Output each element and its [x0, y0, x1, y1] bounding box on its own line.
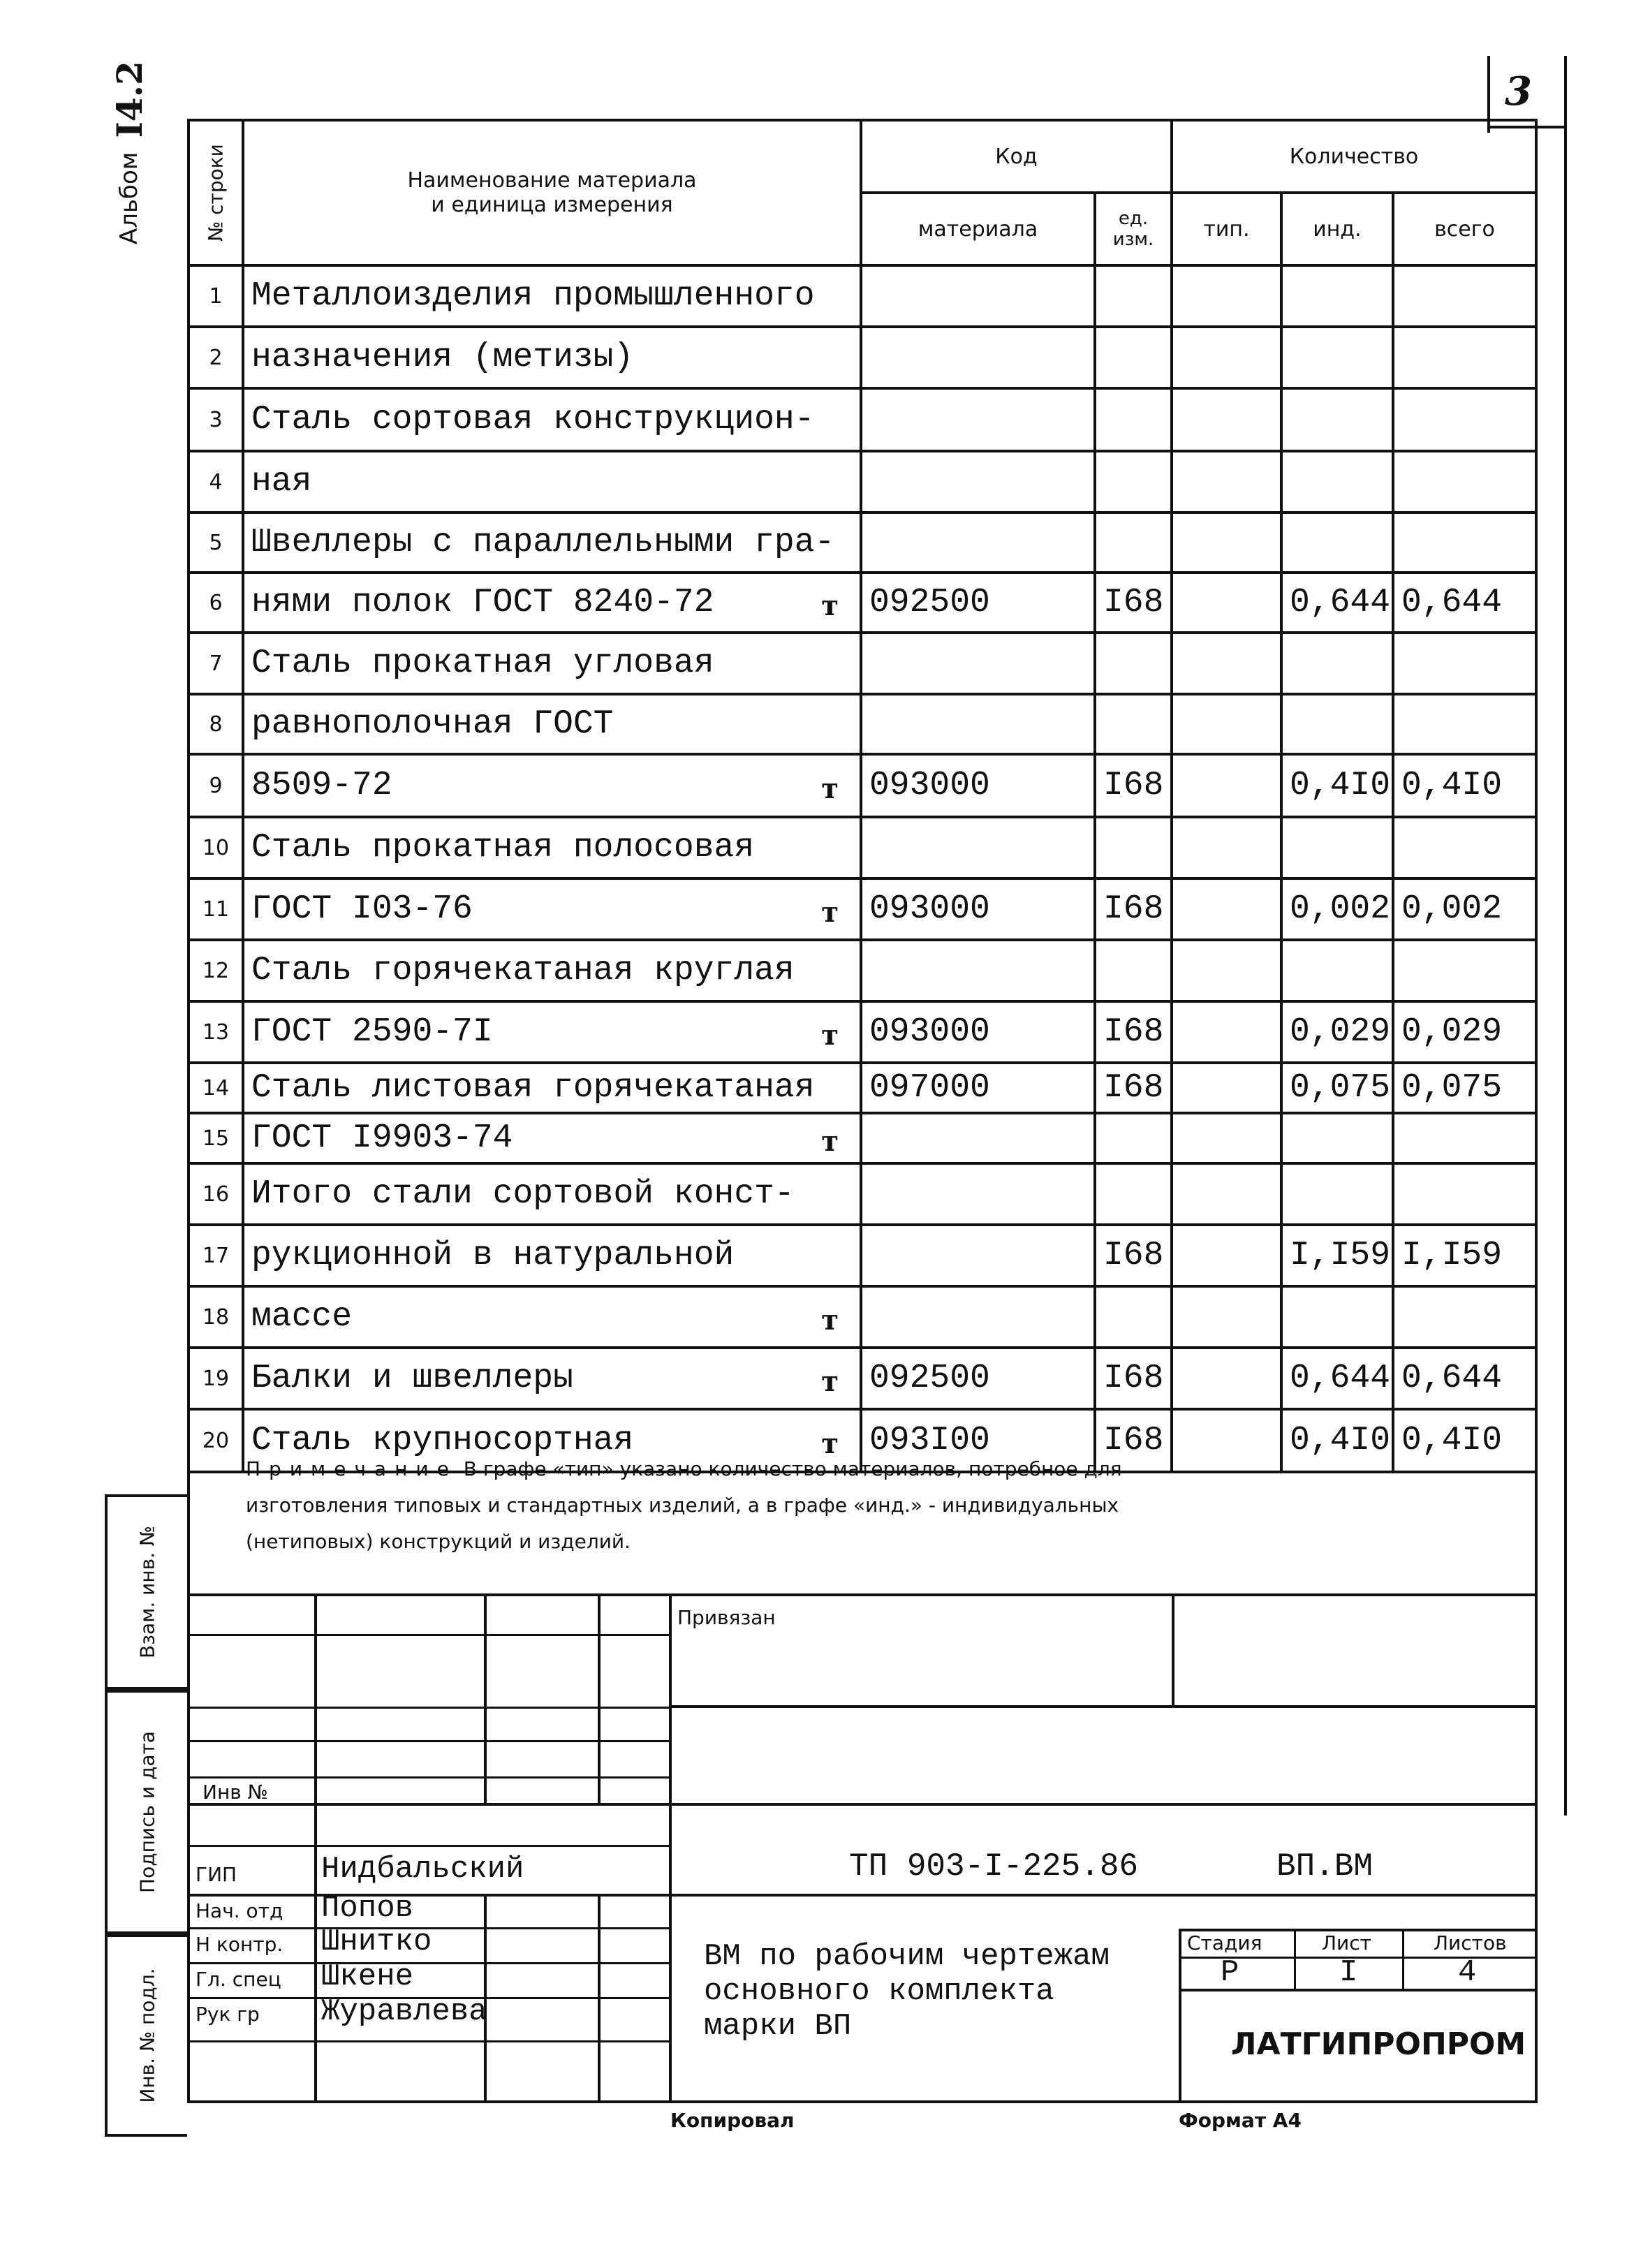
footer-format: Формат А4 [1179, 2109, 1302, 2132]
table-row [189, 754, 1536, 817]
tb-grid-h2 [187, 1707, 669, 1709]
unit-of-measure: т [821, 896, 839, 929]
tb-stage-v2 [1402, 1929, 1404, 1990]
row-number: 20 [189, 1409, 243, 1472]
qty-total: 0,644 [1393, 573, 1536, 633]
qty-typ [1172, 1286, 1281, 1348]
tb-left-line [187, 1454, 190, 2103]
unit-code [1095, 327, 1172, 388]
role-name: Шкене [321, 1959, 414, 1994]
material-code [861, 633, 1095, 694]
row-number: 18 [189, 1286, 243, 1348]
table-row [189, 1225, 1536, 1286]
unit-of-measure: т [821, 1125, 839, 1158]
unit-code [1095, 1286, 1172, 1348]
table-row [189, 817, 1536, 878]
side-inv-podl: Инв. № подл. [105, 1934, 187, 2137]
unit-code [1095, 817, 1172, 878]
material-name: ГОСТ I03-76 т [243, 878, 861, 940]
row-number: 16 [189, 1163, 243, 1225]
tb-bottom-line [187, 2100, 1538, 2103]
qty-typ [1172, 1001, 1281, 1063]
qty-total [1393, 1286, 1536, 1348]
table-row [189, 327, 1536, 388]
tb-stage-v1 [1294, 1929, 1296, 1990]
doc-code: ТП 903-I-225.86 [849, 1848, 1139, 1885]
unit-code: I68 [1095, 1063, 1172, 1113]
side-vzam-inv: Взам. инв. № [105, 1494, 187, 1690]
material-name: массе т [243, 1286, 861, 1348]
qty-typ [1172, 451, 1281, 513]
qty-ind [1281, 513, 1393, 573]
unit-code: I68 [1095, 878, 1172, 940]
sheets-value: 4 [1458, 1955, 1477, 1990]
qty-total: 0,002 [1393, 878, 1536, 940]
header-material-name: Наименование материала и единица измерения [243, 120, 861, 265]
doc-title-line-3: марки ВП [704, 2009, 852, 2044]
unit-code [1095, 633, 1172, 694]
sheet-number-right-rule [1564, 56, 1567, 1816]
material-name: Сталь сортовая конструкцион- [243, 388, 861, 451]
row-number: 1 [189, 265, 243, 327]
qty-ind: 0,644 [1281, 1348, 1393, 1409]
qty-ind: 0,644 [1281, 573, 1393, 633]
note-line-2: изготовления типовых и стандартных изделий, а в графе «инд.» - индивидуальных [246, 1494, 1119, 1517]
qty-total: 0,4I0 [1393, 1409, 1536, 1472]
spec-table-body [189, 265, 1536, 1472]
table-row [189, 1348, 1536, 1409]
qty-ind [1281, 1163, 1393, 1225]
note-line-3: (нетиповых) конструкций и изделий. [246, 1530, 631, 1553]
tb-privyazan-divider [1172, 1593, 1174, 1705]
footer-copied: Копировал [670, 2109, 795, 2132]
unit-code [1095, 1163, 1172, 1225]
tb-top-line [187, 1593, 1538, 1596]
unit-code: I68 [1095, 573, 1172, 633]
tb-grid-h3 [187, 1740, 669, 1742]
qty-ind [1281, 265, 1393, 327]
unit-code: I68 [1095, 1409, 1172, 1472]
qty-total: 0,4I0 [1393, 754, 1536, 817]
header-qty-ind: инд. [1281, 193, 1393, 265]
note [246, 1451, 1503, 1560]
qty-typ [1172, 694, 1281, 754]
header-row-number: № строки [189, 120, 243, 265]
qty-typ [1172, 940, 1281, 1001]
qty-total [1393, 451, 1536, 513]
qty-total [1393, 940, 1536, 1001]
row-number: 9 [189, 754, 243, 817]
material-name: Сталь горячекатаная круглая [243, 940, 861, 1001]
row-number: 12 [189, 940, 243, 1001]
material-code: 092500 [861, 1348, 1095, 1409]
material-name: 8509-72 т [243, 754, 861, 817]
table-row [189, 388, 1536, 451]
doc-title-line-1: ВМ по рабочим чертежам [704, 1939, 1110, 1974]
material-name: Металлоизделия промышленного [243, 265, 861, 327]
sheet-number: 3 [1505, 68, 1532, 115]
header-qty-typ: тип. [1172, 193, 1281, 265]
tb-grid-h6 [187, 1845, 669, 1847]
role-label: ГИП [196, 1863, 237, 1886]
tb-grid-h4 [187, 1776, 669, 1779]
row-number: 15 [189, 1113, 243, 1163]
inv-no-label: Инв № [202, 1781, 268, 1804]
material-name: ГОСТ 2590-7I т [243, 1001, 861, 1063]
qty-ind: 0,075 [1281, 1063, 1393, 1113]
qty-ind [1281, 451, 1393, 513]
tb-privyazan-bottom [669, 1705, 1538, 1708]
table-row [189, 633, 1536, 694]
qty-typ [1172, 1348, 1281, 1409]
unit-of-measure: т [821, 1365, 839, 1399]
role-name: Попов [321, 1891, 414, 1926]
side-podpis-data: Подпись и дата [105, 1690, 187, 1934]
qty-ind: 0,4I0 [1281, 754, 1393, 817]
material-code [861, 513, 1095, 573]
qty-ind [1281, 633, 1393, 694]
material-code [861, 694, 1095, 754]
qty-ind: 0,002 [1281, 878, 1393, 940]
row-number: 19 [189, 1348, 243, 1409]
doc-mark: ВП.ВМ [1276, 1848, 1373, 1885]
unit-code [1095, 388, 1172, 451]
row-number: 6 [189, 573, 243, 633]
unit-code [1095, 513, 1172, 573]
qty-total [1393, 265, 1536, 327]
org-name: ЛАТГИПРОПРОМ [1231, 2026, 1526, 2062]
row-number: 8 [189, 694, 243, 754]
qty-total: 0,644 [1393, 1348, 1536, 1409]
qty-typ [1172, 388, 1281, 451]
qty-ind: 0,029 [1281, 1001, 1393, 1063]
material-code: 093000 [861, 878, 1095, 940]
table-row [189, 1001, 1536, 1063]
qty-typ [1172, 1225, 1281, 1286]
material-name: равнополочная ГОСТ [243, 694, 861, 754]
album-label-text: Альбом [115, 152, 143, 244]
unit-of-measure: т [821, 1019, 839, 1052]
material-code: 092500 [861, 573, 1095, 633]
material-code: 093I00 [861, 1409, 1095, 1472]
qty-total: 0,029 [1393, 1001, 1536, 1063]
qty-ind [1281, 388, 1393, 451]
title-block [187, 1593, 1538, 2103]
row-number: 14 [189, 1063, 243, 1113]
material-code [861, 940, 1095, 1001]
qty-typ [1172, 573, 1281, 633]
qty-total [1393, 1163, 1536, 1225]
role-label: Н контр. [196, 1933, 283, 1956]
qty-ind [1281, 327, 1393, 388]
role-name: Журавлева [321, 1994, 487, 2029]
qty-total [1393, 388, 1536, 451]
material-code: 093000 [861, 1001, 1095, 1063]
qty-total [1393, 817, 1536, 878]
tb-grid-h9 [187, 1962, 669, 1964]
role-name: Нидбальский [321, 1852, 524, 1887]
album-label [105, 0, 154, 244]
qty-ind: I,I59 [1281, 1225, 1393, 1286]
material-name: рукционной в натуральной [243, 1225, 861, 1286]
doc-title [704, 1939, 1110, 2044]
material-name: Сталь листовая горячекатаная [243, 1063, 861, 1113]
qty-total [1393, 694, 1536, 754]
table-row [189, 1163, 1536, 1225]
material-name: Швеллеры с параллельными гра- [243, 513, 861, 573]
table-row [189, 940, 1536, 1001]
qty-total [1393, 633, 1536, 694]
row-number: 13 [189, 1001, 243, 1063]
table-row [189, 1286, 1536, 1348]
role-name: Шнитко [321, 1924, 432, 1959]
unit-code [1095, 451, 1172, 513]
qty-ind [1281, 694, 1393, 754]
row-number: 3 [189, 388, 243, 451]
tb-grid-v1 [314, 1593, 317, 2103]
unit-code: I68 [1095, 1001, 1172, 1063]
material-code: 097000 [861, 1063, 1095, 1113]
tb-right-line [1535, 1454, 1538, 2103]
qty-typ [1172, 878, 1281, 940]
material-name: Сталь прокатная угловая [243, 633, 861, 694]
header-code-unit: ед. изм. [1095, 193, 1172, 265]
note-label: Примечание [246, 1457, 457, 1480]
qty-typ [1172, 327, 1281, 388]
material-code [861, 1113, 1095, 1163]
qty-ind [1281, 940, 1393, 1001]
sheet-label: Лист [1322, 1931, 1371, 1954]
table-row [189, 573, 1536, 633]
header-qty-total: всего [1393, 193, 1536, 265]
album-number: I4.2 [108, 61, 150, 138]
note-line-1 [246, 1451, 1503, 1487]
role-label: Гл. спец [196, 1968, 281, 1991]
unit-of-measure: т [821, 589, 839, 623]
row-number: 11 [189, 878, 243, 940]
qty-ind [1281, 1113, 1393, 1163]
table-row [189, 265, 1536, 327]
table-row [189, 878, 1536, 940]
qty-typ [1172, 513, 1281, 573]
stage-value: Р [1221, 1955, 1239, 1990]
row-number: 10 [189, 817, 243, 878]
header-quantity: Количество [1172, 120, 1536, 193]
header-code-material: материала [861, 193, 1095, 265]
row-number: 7 [189, 633, 243, 694]
material-name: назначения (метизы) [243, 327, 861, 388]
tb-grid-h5 [187, 1803, 1538, 1806]
table-row [189, 451, 1536, 513]
tb-grid-h11 [187, 2040, 669, 2042]
material-name: Балки и швеллеры т [243, 1348, 861, 1409]
qty-ind: 0,4I0 [1281, 1409, 1393, 1472]
tb-grid-h1 [187, 1634, 669, 1636]
row-number: 5 [189, 513, 243, 573]
qty-ind [1281, 817, 1393, 878]
row-number: 2 [189, 327, 243, 388]
unit-code [1095, 1113, 1172, 1163]
row-number: 4 [189, 451, 243, 513]
material-name: Итого стали сортовой конст- [243, 1163, 861, 1225]
material-code [861, 1163, 1095, 1225]
role-label: Рук гр [196, 2003, 260, 2026]
material-code [861, 451, 1095, 513]
qty-typ [1172, 633, 1281, 694]
role-label: Нач. отд [196, 1899, 283, 1922]
unit-of-measure: т [821, 1427, 839, 1461]
table-row [189, 513, 1536, 573]
header-code: Код [861, 120, 1172, 193]
qty-ind [1281, 1286, 1393, 1348]
qty-typ [1172, 1063, 1281, 1113]
table-row [189, 1063, 1536, 1113]
qty-total [1393, 1113, 1536, 1163]
tb-main-divider [669, 1593, 672, 2103]
qty-total [1393, 513, 1536, 573]
row-number: 17 [189, 1225, 243, 1286]
qty-typ [1172, 754, 1281, 817]
material-spec-table [187, 119, 1538, 1473]
unit-code: I68 [1095, 754, 1172, 817]
unit-code [1095, 940, 1172, 1001]
qty-total: I,I59 [1393, 1225, 1536, 1286]
tb-doc-right-divider [1179, 1929, 1181, 2103]
material-code: 093000 [861, 754, 1095, 817]
note-text-1: В графе «тип» указано количество материалов, потребное для [463, 1457, 1122, 1480]
unit-code: I68 [1095, 1348, 1172, 1409]
privyazan-label: Привязан [677, 1606, 776, 1629]
material-name: Сталь крупносортная т [243, 1409, 861, 1472]
unit-of-measure: т [821, 772, 839, 806]
material-code [861, 388, 1095, 451]
unit-of-measure: т [821, 1304, 839, 1337]
qty-total [1393, 327, 1536, 388]
sheets-label: Листов [1434, 1931, 1507, 1954]
material-name: ная [243, 451, 861, 513]
qty-typ [1172, 265, 1281, 327]
unit-code: I68 [1095, 1225, 1172, 1286]
tb-grid-v2 [484, 1593, 487, 1803]
table-row [189, 1113, 1536, 1163]
stage-label: Стадия [1187, 1931, 1262, 1954]
material-code [861, 817, 1095, 878]
table-row [189, 694, 1536, 754]
material-code [861, 1286, 1095, 1348]
material-code [861, 1225, 1095, 1286]
material-name: ГОСТ I9903-74 т [243, 1113, 861, 1163]
material-name: Сталь прокатная полосовая [243, 817, 861, 878]
qty-typ [1172, 1163, 1281, 1225]
material-code [861, 265, 1095, 327]
qty-typ [1172, 1113, 1281, 1163]
qty-typ [1172, 817, 1281, 878]
material-name: нями полок ГОСТ 8240-72 т [243, 573, 861, 633]
doc-title-line-2: основного комплекта [704, 1974, 1054, 2009]
unit-code [1095, 694, 1172, 754]
tb-grid-v3 [598, 1593, 601, 1803]
material-code [861, 327, 1095, 388]
qty-total: 0,075 [1393, 1063, 1536, 1113]
unit-code [1095, 265, 1172, 327]
sheet-value: I [1339, 1955, 1358, 1990]
